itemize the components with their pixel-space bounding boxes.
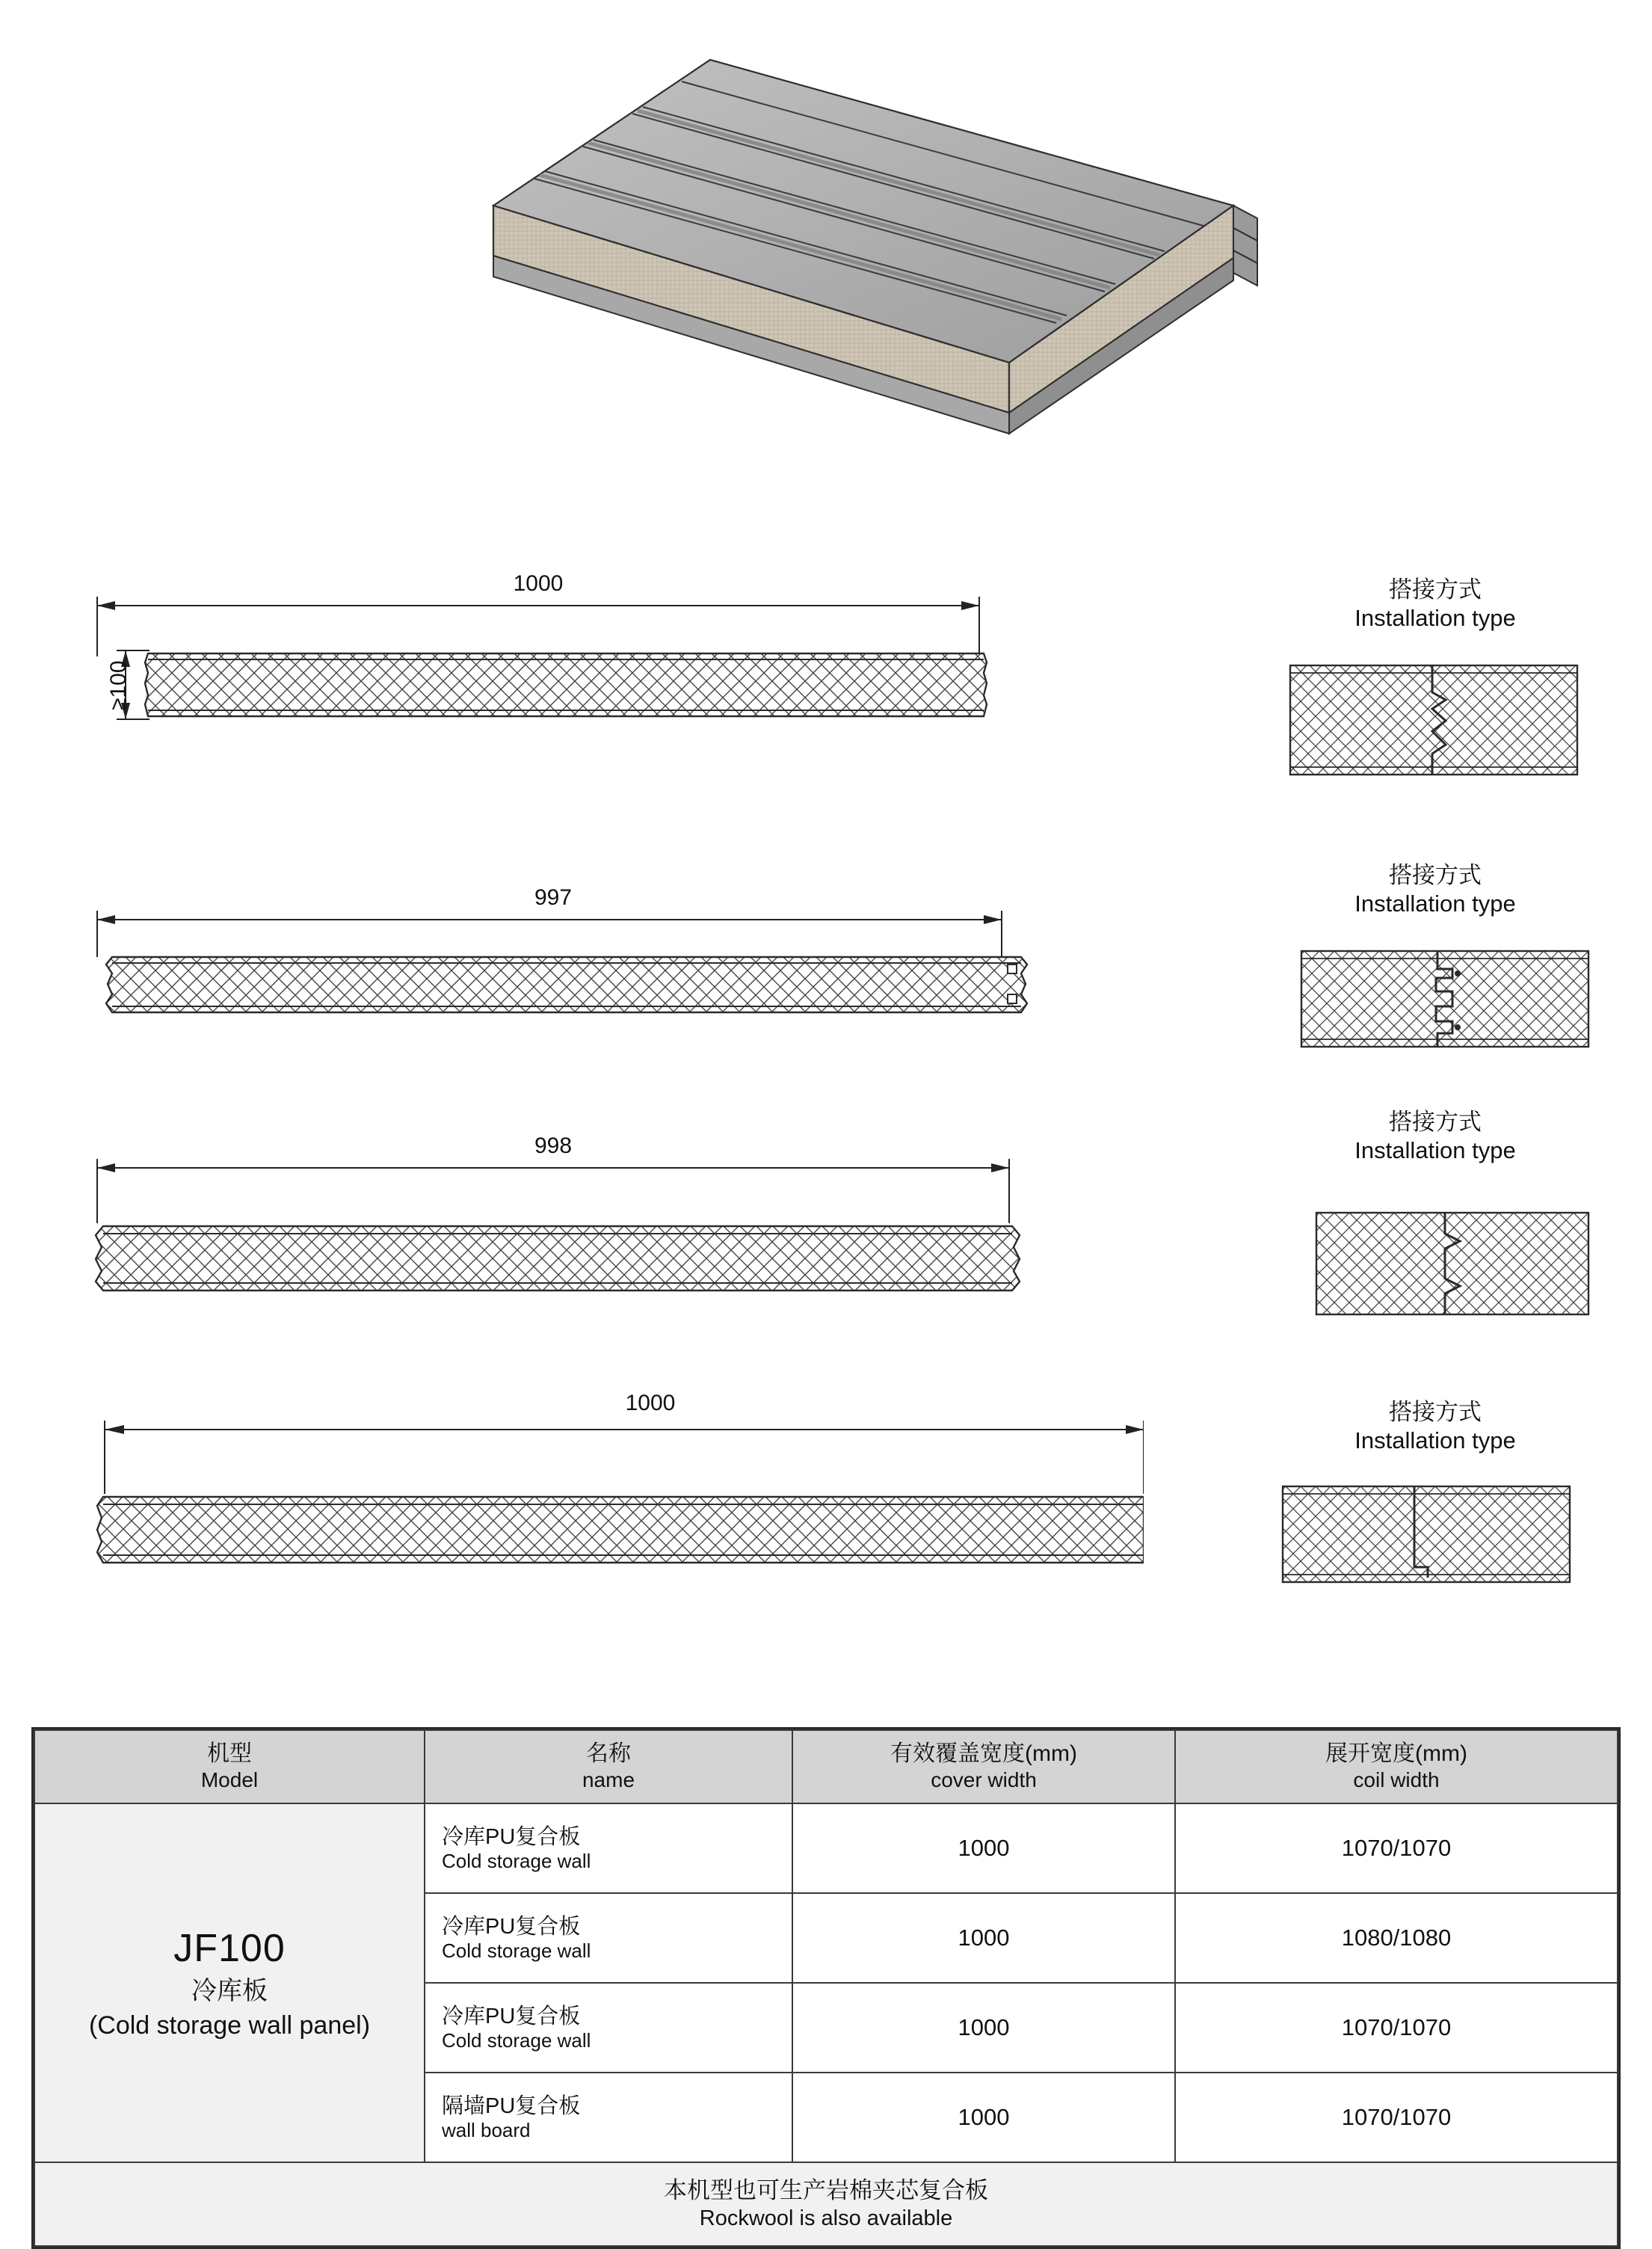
- model-cell: [34, 1803, 425, 2162]
- row-1-name-cn: 冷库PU复合板: [442, 1824, 581, 1849]
- model-name-en: (Cold storage wall panel): [88, 2011, 371, 2040]
- installation-type-label-2: [1263, 861, 1607, 918]
- row-1-name-en: Cold storage wall: [442, 1849, 591, 1872]
- header-coil-width-en: coil width: [1353, 1768, 1440, 1792]
- header-model: [34, 1730, 425, 1803]
- table-header-row: [34, 1730, 1618, 1803]
- section-2-dimension: 997: [534, 885, 573, 910]
- installation-type-label-1: [1263, 576, 1607, 633]
- row-2-name-cn: 冷库PU复合板: [442, 1914, 581, 1939]
- row-2-cover-width: 1000: [792, 1893, 1175, 1983]
- row-4-coil-width: 1070/1070: [1175, 2073, 1618, 2162]
- header-cover-width-en: cover width: [931, 1768, 1037, 1792]
- row-2-coil-width: 1080/1080: [1175, 1893, 1618, 1983]
- header-cover-width: [792, 1730, 1175, 1803]
- row-4-name: [425, 2073, 792, 2162]
- section-4-dimension: 1000: [625, 1391, 676, 1415]
- installation-type-cn-1: 搭接方式: [1389, 576, 1482, 603]
- header-coil-width: [1175, 1730, 1618, 1803]
- section-view-4: [82, 1391, 1144, 1593]
- table-row: [34, 1803, 1618, 1893]
- header-name: [425, 1730, 792, 1803]
- installation-type-en-2: Installation type: [1354, 890, 1516, 917]
- row-2-name: [425, 1893, 792, 1983]
- section-1-thickness: ≥100: [106, 660, 131, 710]
- header-name-en: name: [582, 1768, 635, 1792]
- row-2-name-en: Cold storage wall: [442, 1939, 591, 1962]
- installation-type-cn-2: 搭接方式: [1389, 862, 1482, 888]
- header-model-cn: 机型: [207, 1741, 252, 1767]
- installation-detail-4: [1278, 1479, 1577, 1591]
- row-3-coil-width: 1070/1070: [1175, 1983, 1618, 2073]
- row-4-cover-width: 1000: [792, 2073, 1175, 2162]
- row-1-name: [425, 1803, 792, 1893]
- installation-type-label-4: [1263, 1398, 1607, 1455]
- row-4-name-en: wall board: [442, 2118, 531, 2141]
- header-cover-width-cn: 有效覆盖宽度(mm): [890, 1741, 1077, 1767]
- installation-type-en-3: Installation type: [1354, 1136, 1516, 1163]
- header-model-en: Model: [200, 1768, 259, 1792]
- model-name-cn: 冷库板: [191, 1977, 268, 2006]
- section-3-dimension: 998: [534, 1133, 573, 1158]
- row-3-name-cn: 冷库PU复合板: [442, 2004, 581, 2028]
- model-code: JF100: [173, 1927, 286, 1971]
- row-3-name-en: Cold storage wall: [442, 2028, 591, 2052]
- row-1-cover-width: 1000: [792, 1803, 1175, 1893]
- row-1-coil-width: 1070/1070: [1175, 1803, 1618, 1893]
- installation-detail-1: [1286, 656, 1585, 784]
- footnote-cell: [34, 2162, 1618, 2246]
- header-name-cn: 名称: [586, 1741, 631, 1767]
- isometric-panel-illustration: [336, 45, 1308, 523]
- section-view-1: [90, 571, 1136, 763]
- row-3-name: [425, 1983, 792, 2073]
- installation-detail-2: [1297, 944, 1596, 1056]
- footnote-en: Rockwool is also available: [699, 2206, 953, 2231]
- row-4-name-cn: 隔墙PU复合板: [442, 2093, 581, 2118]
- row-3-cover-width: 1000: [792, 1983, 1175, 2073]
- section-view-2: [90, 885, 1136, 1077]
- header-coil-width-cn: 展开宽度(mm): [1325, 1741, 1467, 1767]
- installation-type-en-1: Installation type: [1354, 604, 1516, 631]
- installation-type-cn-3: 搭接方式: [1389, 1109, 1482, 1135]
- installation-type-en-4: Installation type: [1354, 1427, 1516, 1453]
- installation-type-label-3: [1263, 1108, 1607, 1165]
- installation-detail-3: [1312, 1205, 1596, 1325]
- table-footnote-row: [34, 2162, 1618, 2246]
- section-view-3: [90, 1133, 1136, 1331]
- section-1-dimension: 1000: [513, 571, 564, 596]
- installation-type-cn-4: 搭接方式: [1389, 1399, 1482, 1425]
- specification-table: [31, 1727, 1621, 2249]
- footnote-cn: 本机型也可生产岩棉夹芯复合板: [664, 2176, 988, 2203]
